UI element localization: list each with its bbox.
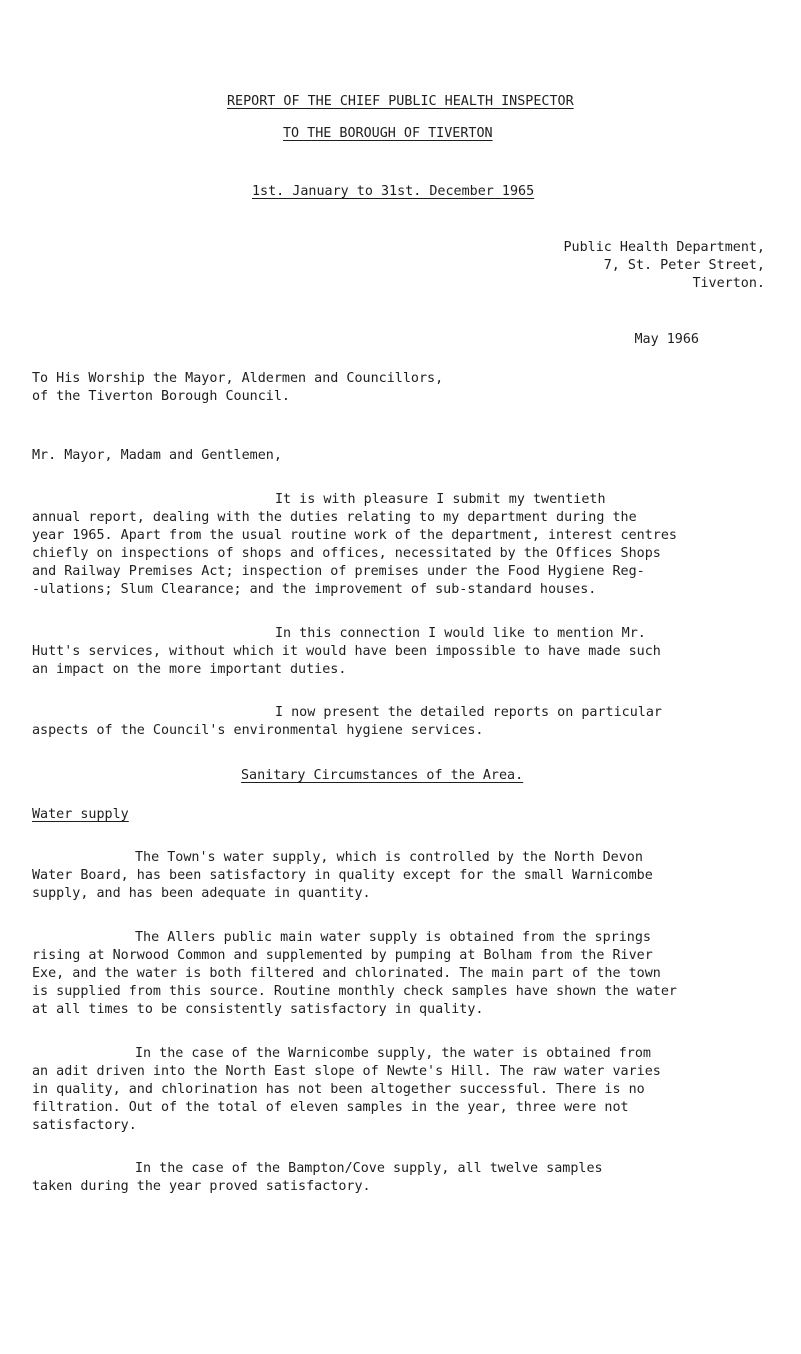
water-paragraph-line: at all times to be consistently satisfactory in quality. xyxy=(32,1002,484,1017)
present-paragraph-line: I now present the detailed reports on particular xyxy=(275,705,662,720)
report-date: May 1966 xyxy=(634,332,699,347)
intro-paragraph-line: and Railway Premises Act; inspection of premises under the Food Hygiene Reg- xyxy=(32,564,645,579)
section-heading: Sanitary Circumstances of the Area. xyxy=(241,768,524,783)
recipient-line-1: To His Worship the Mayor, Aldermen and Councillors, xyxy=(32,371,444,386)
water-paragraph-line: The Town's water supply, which is controlled by the North Devon xyxy=(135,850,643,865)
salutation: Mr. Mayor, Madam and Gentlemen, xyxy=(32,448,282,463)
thanks-paragraph-line: an impact on the more important duties. xyxy=(32,662,347,677)
water-paragraph-line: in quality, and chlorination has not been altogether successful. There is no xyxy=(32,1082,645,1097)
present-paragraph-line: aspects of the Council's environmental hygiene services. xyxy=(32,723,484,738)
water-paragraph-line: rising at Norwood Common and supplemented by pumping at Bolham from the River xyxy=(32,948,653,963)
water-paragraph-line: is supplied from this source. Routine monthly check samples have shown the water xyxy=(32,984,677,999)
thanks-paragraph-line: Hutt's services, without which it would have been impossible to have made such xyxy=(32,644,661,659)
water-paragraph-line: In the case of the Bampton/Cove supply, all twelve samples xyxy=(135,1161,603,1176)
address-line-1: Public Health Department, xyxy=(563,240,765,255)
address-line-3: Tiverton. xyxy=(692,276,765,291)
intro-paragraph-line: chiefly on inspections of shops and offices, necessitated by the Offices Shops xyxy=(32,546,661,561)
water-paragraph-line: The Allers public main water supply is obtained from the springs xyxy=(135,930,651,945)
water-paragraph-line: an adit driven into the North East slope of Newte's Hill. The raw water varies xyxy=(32,1064,661,1079)
intro-paragraph-line: It is with pleasure I submit my twentieth xyxy=(275,492,606,507)
water-paragraph-line: satisfactory. xyxy=(32,1118,137,1133)
report-period: 1st. January to 31st. December 1965 xyxy=(252,184,535,199)
water-paragraph-line: taken during the year proved satisfactory. xyxy=(32,1179,371,1194)
water-paragraph-line: supply, and has been adequate in quantity. xyxy=(32,886,371,901)
water-paragraph-line: Exe, and the water is both filtered and chlorinated. The main part of the town xyxy=(32,966,661,981)
water-paragraph-line: filtration. Out of the total of eleven samples in the year, three were not xyxy=(32,1100,629,1115)
address-line-2: 7, St. Peter Street, xyxy=(603,258,765,273)
thanks-paragraph-line: In this connection I would like to mention Mr. xyxy=(275,626,646,641)
report-subtitle: TO THE BOROUGH OF TIVERTON xyxy=(283,126,493,141)
report-title: REPORT OF THE CHIEF PUBLIC HEALTH INSPECTOR xyxy=(227,94,574,109)
intro-paragraph-line: annual report, dealing with the duties relating to my department during the xyxy=(32,510,637,525)
subsection-heading: Water supply xyxy=(32,807,129,822)
water-paragraph-line: In the case of the Warnicombe supply, the water is obtained from xyxy=(135,1046,651,1061)
intro-paragraph-line: -ulations; Slum Clearance; and the improvement of sub-standard houses. xyxy=(32,582,597,597)
water-paragraph-line: Water Board, has been satisfactory in quality except for the small Warnicombe xyxy=(32,868,653,883)
recipient-line-2: of the Tiverton Borough Council. xyxy=(32,389,290,404)
intro-paragraph-line: year 1965. Apart from the usual routine work of the department, interest centres xyxy=(32,528,677,543)
